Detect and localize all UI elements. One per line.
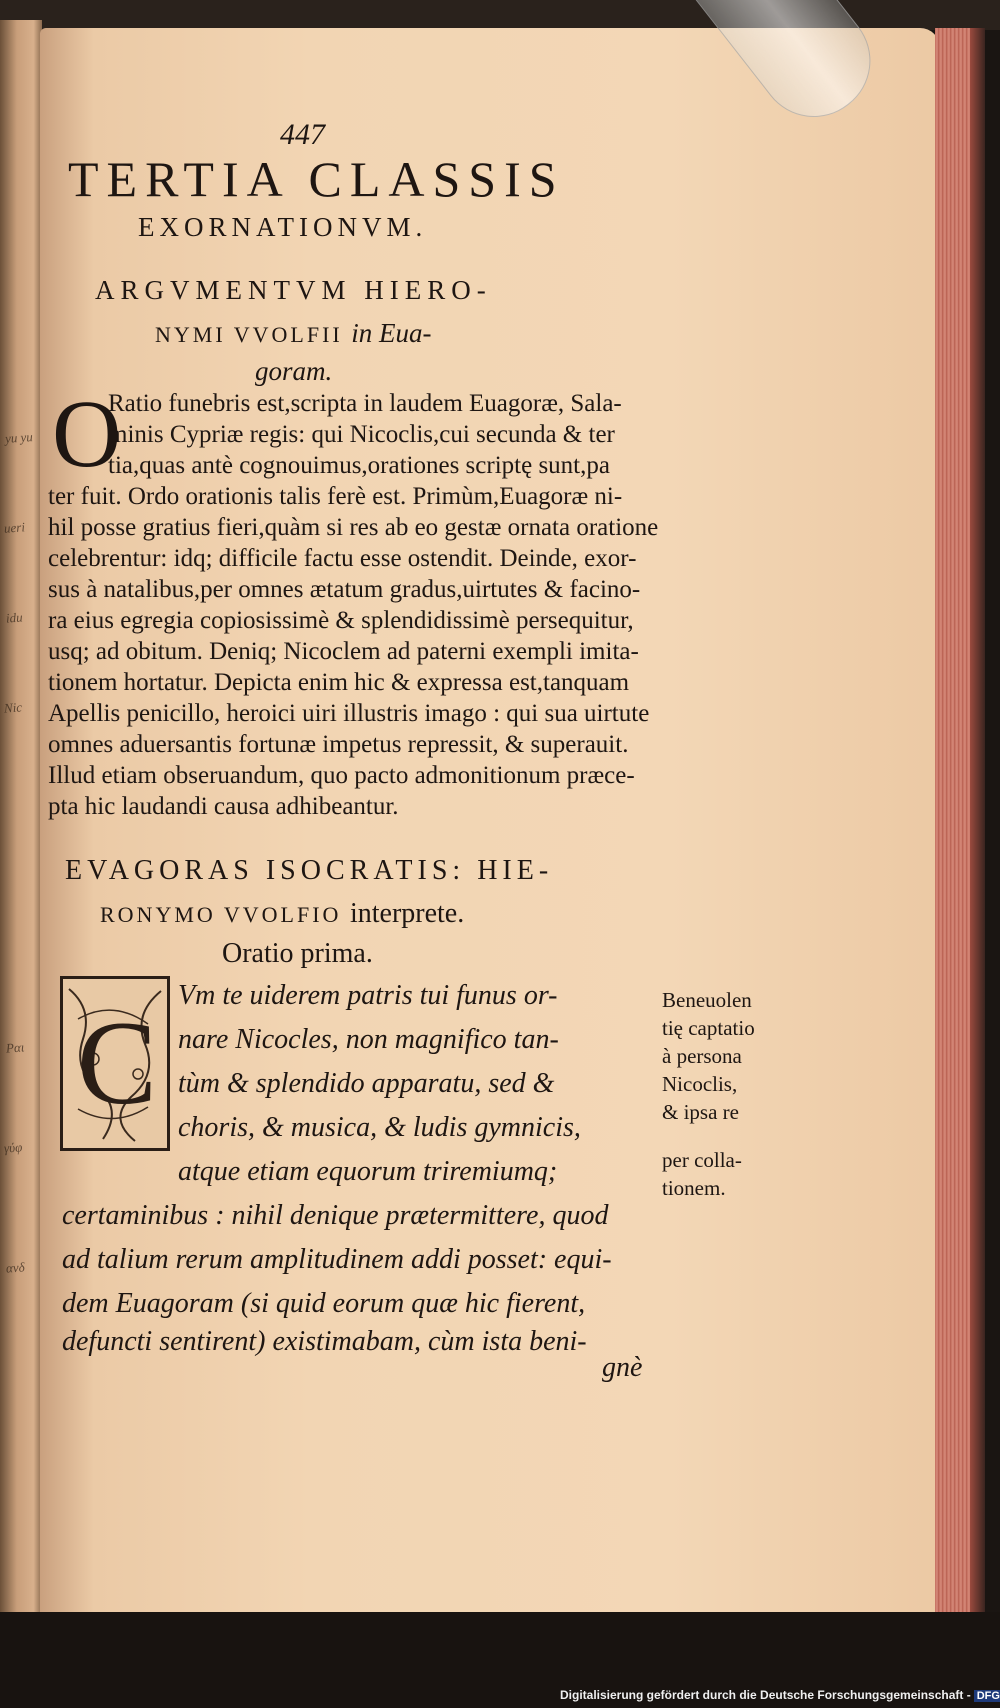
argument-heading-line2 [155, 318, 432, 349]
argument-initial: O [52, 380, 122, 487]
argument-line: ter fuit. Ordo orationis talis ferè est. Primùm,Euagoræ ni- [48, 483, 623, 510]
oration-line: dem Euagoram (si quid eorum quæ hic fierent, [62, 1288, 586, 1319]
page-edge-red [935, 28, 985, 1618]
oration-line: choris, & musica, & ludis gymnicis, [178, 1112, 581, 1143]
facing-page-fragment [0, 20, 42, 1620]
facing-page-fragment: Ραι [5, 1039, 25, 1056]
margin-note-line: tię captatio [662, 1016, 755, 1040]
argument-line: Apellis penicillo, heroici uiri illustris imago : qui sua uirtute [48, 700, 650, 727]
facing-page-fragment: yu yu [4, 429, 34, 446]
argument-line: celebrentur: idq; difficile factu esse ostendit. Deinde, exor- [48, 545, 637, 572]
facing-page-fragment: idu [5, 609, 24, 626]
argument-line: Illud etiam obseruandum, quo pacto admonitionum præce- [48, 762, 635, 789]
facing-page-fragment: ueri [3, 519, 26, 536]
argument-line: tionem hortatur. Depicta enim hic & expressa est,tanquam [48, 669, 630, 696]
argument-heading: ARGVMENTVM HIERO- [95, 275, 492, 305]
argument-heading-line3: goram. [255, 356, 333, 386]
argument-heading-italic: in Eua- [351, 318, 432, 348]
digitization-credit [560, 1688, 1000, 1702]
argument-line: omnes aduersantis fortunæ impetus repressit, & superauit. [48, 731, 629, 758]
oration-heading-caps: RONYMO VVOLFIO [100, 902, 342, 927]
facing-page-fragment: ανδ [5, 1259, 26, 1276]
book-page [40, 28, 940, 1618]
oration-line: certaminibus : nihil denique prætermittere, quod [62, 1200, 609, 1231]
margin-note-line: à persona [662, 1044, 742, 1068]
oration-line: Vm te uiderem patris tui funus or- [178, 980, 558, 1011]
oration-line: tùm & splendido apparatu, sed & [178, 1068, 555, 1099]
oration-heading: EVAGORAS ISOCRATIS: HIE- [65, 855, 554, 886]
credit-text: Digitalisierung gefördert durch die Deutsche Forschungsgemeinschaft - [560, 1688, 971, 1702]
margin-note-line: Beneuolen [662, 988, 752, 1012]
facing-page-fragment: Nic [3, 699, 23, 716]
oration-line: atque etiam equorum triremiumq; [178, 1156, 558, 1187]
margin-note-line: Nicoclis, [662, 1072, 738, 1096]
facing-page-fragment: γύφ [3, 1139, 23, 1156]
oration-heading-text: interprete. [349, 898, 465, 929]
oration-line: defuncti sentirent) existimabam, cùm ista beni- [62, 1326, 587, 1357]
margin-note-line: per colla- [662, 1148, 742, 1172]
oration-initial: C [77, 996, 158, 1129]
margin-note-line: tionem. [662, 1176, 726, 1200]
decorated-initial [60, 976, 170, 1151]
argument-line: sus à natalibus,per omnes ætatum gradus,uirtutes & facino- [48, 576, 641, 603]
argument-line: tia,quas antè cognouimus,orationes scriptę sunt,pa [108, 452, 610, 479]
argument-line: ra eius egregia copiosissimè & splendidissimè persequitur, [48, 607, 634, 634]
argument-line: minis Cypriæ regis: qui Nicoclis,cui secunda & ter [108, 421, 615, 448]
argument-line: Ratio funebris est,scripta in laudem Euagoræ, Sala- [108, 390, 622, 417]
argument-heading-caps: NYMI VVOLFII [155, 322, 343, 347]
section-subtitle: EXORNATIONVM. [138, 212, 428, 242]
argument-line: usq; ad obitum. Deniq; Nicoclem ad paterni exempli imita- [48, 638, 639, 665]
argument-line: pta hic laudandi causa adhibeantur. [48, 793, 399, 820]
oration-line: nare Nicocles, non magnifico tan- [178, 1024, 559, 1055]
section-title: TERTIA CLASSIS [68, 151, 565, 207]
oration-heading-line2 [100, 898, 464, 930]
argument-line: hil posse gratius fieri,quàm si res ab eo gestæ ornata oratione [48, 514, 659, 541]
page-number: 447 [280, 118, 325, 151]
margin-note-line: & ipsa re [662, 1100, 739, 1124]
oration-line: ad talium rerum amplitudinem addi posset: equi- [62, 1244, 612, 1275]
catchword: gnè [602, 1352, 643, 1383]
oration-subheading: Oratio prima. [222, 938, 373, 969]
dfg-logo: DFG [974, 1690, 1000, 1702]
